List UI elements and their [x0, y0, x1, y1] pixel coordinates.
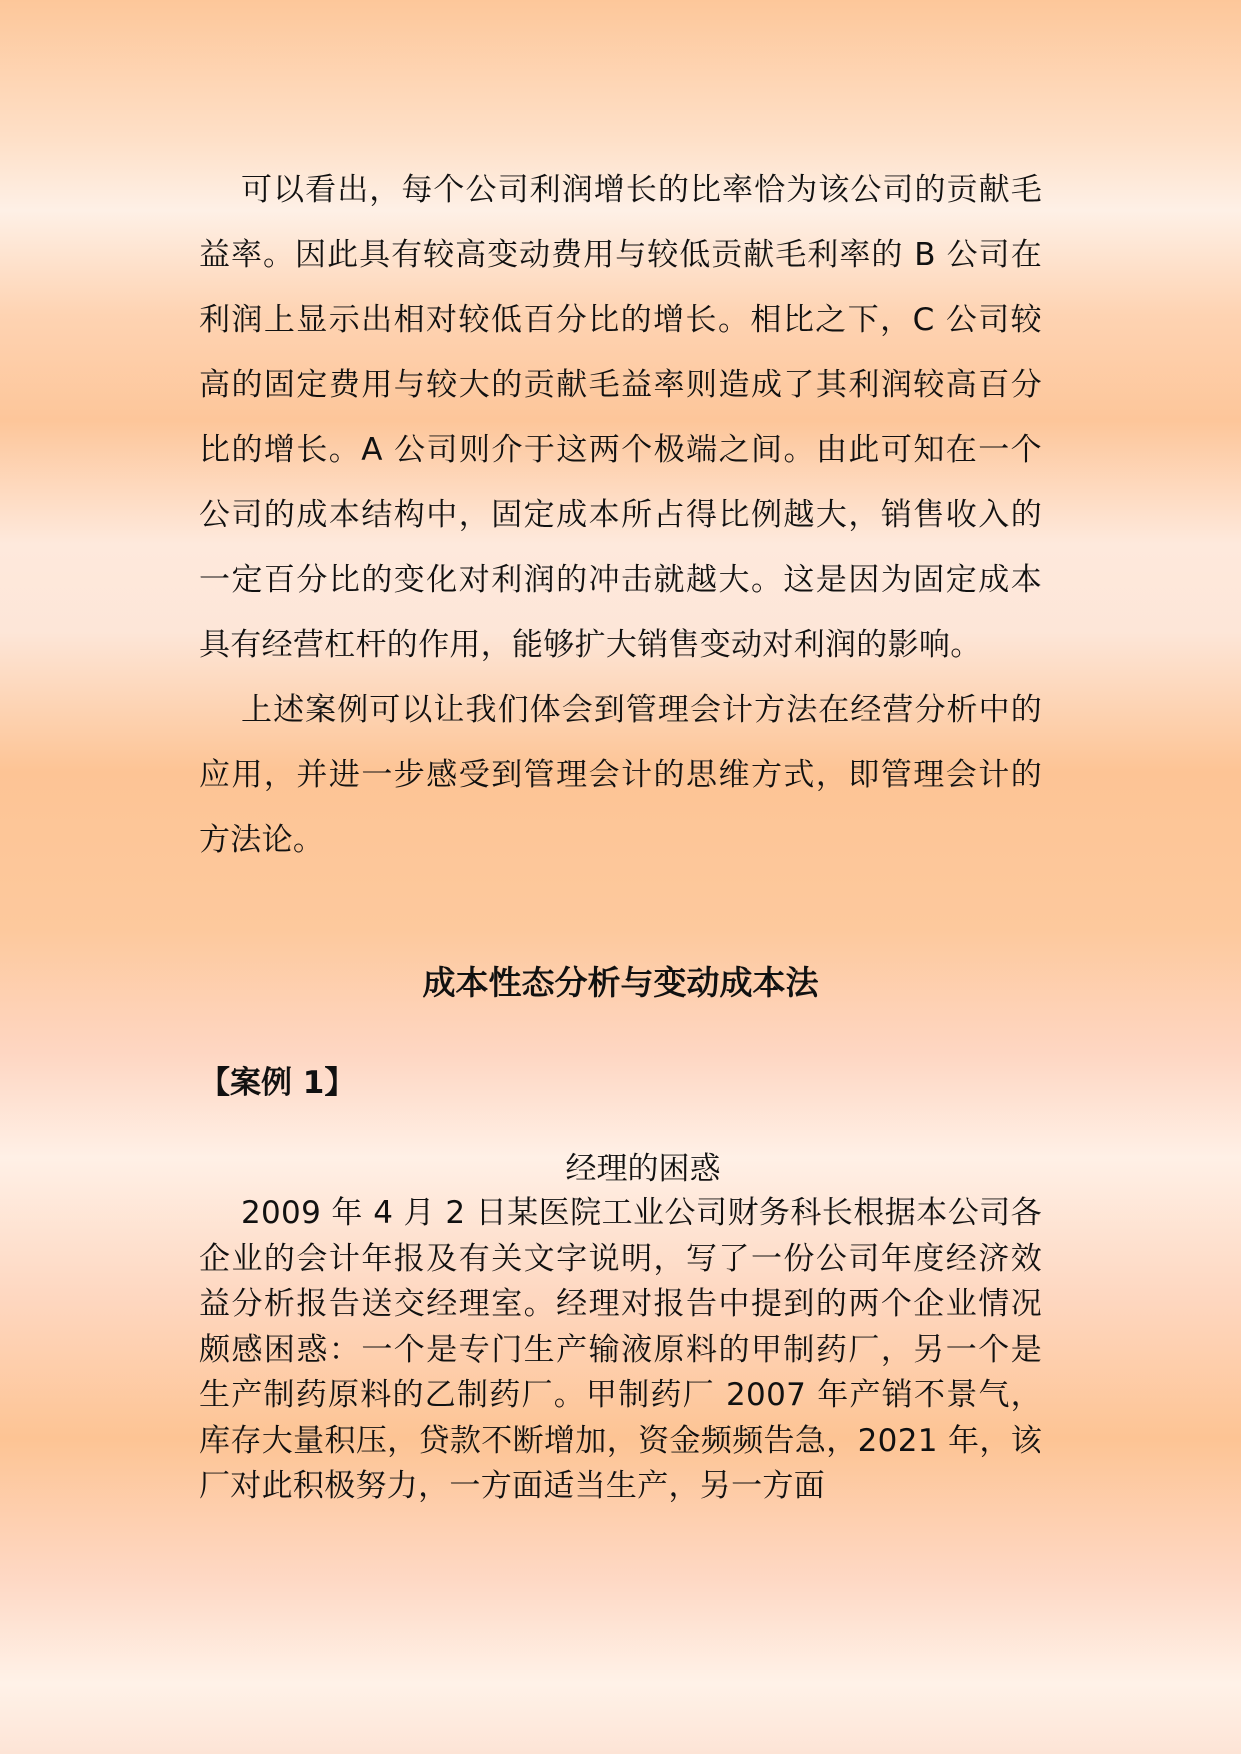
case-body-paragraph: 2009 年 4 月 2 日某医院工业公司财务科长根据本公司各企业的会计年报及有关文字说明，写了一份公司年度经济效益分析报告送交经理室。经理对报告中提到的两个企业情况颇感困惑：一个是专门生产输液原料的甲制药厂，另一个是生产制药原料的乙制药厂。甲制药厂 2007 年产销不景气，库存大量积压，贷款不断增加，资金频频告急，2021 年，该厂对此积极努力，一方面适当生产，另一方面: [199, 1195, 1042, 1504]
paragraph-operating-leverage: 可以看出，每个公司利润增长的比率恰为该公司的贡献毛益率。因此具有较高变动费用与较低贡献毛利率的 B 公司在利润上显示出相对较低百分比的增长。相比之下，C 公司较高的固定费用与较大的贡献毛益率则造成了其利润较高百分比的增长。A 公司则介于这两个极端之间。由此可知在一个公司的成本结构中，固定成本所占得比例越大，销售收入的一定百分比的变化对利润的冲击就越大。这是因为固定成本具有经营杠杆的作用，能够扩大销售变动对利润的影响。: [199, 172, 1042, 663]
case-label: 【案例 1】: [199, 1065, 356, 1101]
document-page: [199, 158, 1042, 1510]
section-title: 成本性态分析与变动成本法: [422, 963, 819, 1002]
case-title: 经理的困惑: [565, 1151, 721, 1187]
paragraph-methodology: 上述案例可以让我们体会到管理会计方法在经营分析中的应用，并进一步感受到管理会计的思维方式，即管理会计的方法论。: [199, 692, 1042, 858]
